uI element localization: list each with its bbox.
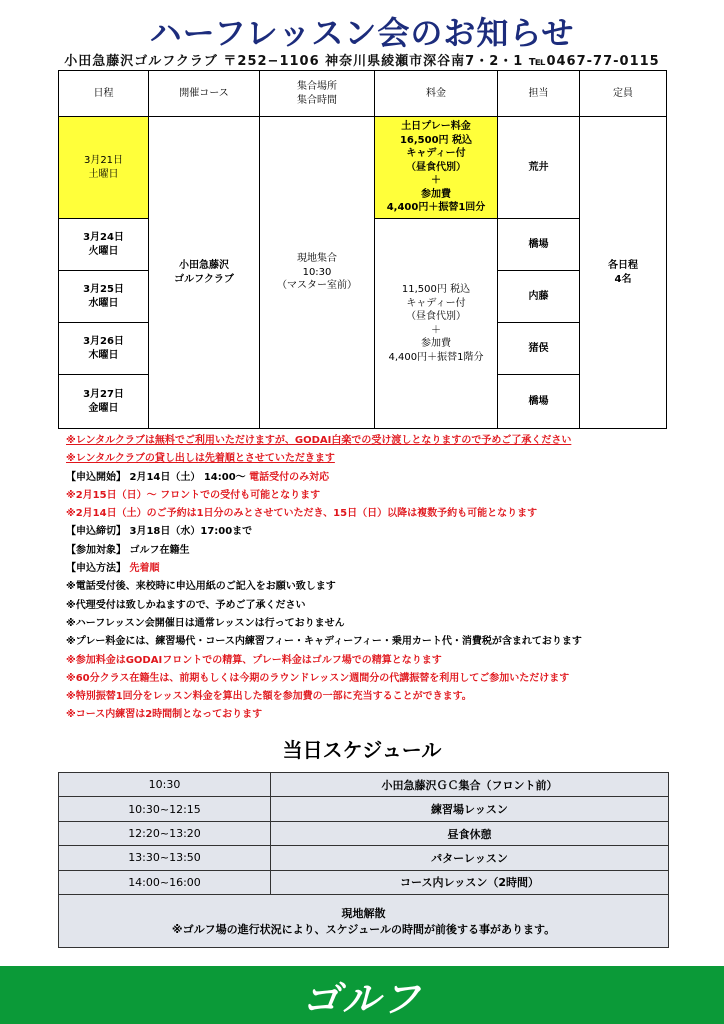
schedule-disclaimer: ※ゴルフ場の進行状況により、スケジュールの時間が前後する事があります。 [171,923,556,937]
date-label: 3月27日 [83,389,124,400]
header-date: 日程 [59,71,149,117]
course-cell: 小田急藤沢 ゴルフクラブ [149,117,260,429]
schedule-row [59,870,669,894]
note-line: ※特別振替1回分をレッスン料金を算出した額を参加費の一部に充当することができます。 [66,691,472,703]
date-cell [59,323,149,375]
fee-weekday-cell: 11,500円 税込 キャディー付 （昼食代別） ＋ 参加費 4,400円＋振替1階分 [375,219,498,429]
date-cell [59,375,149,429]
note-line: ※レンタルクラブの貸し出しは先着順とさせていただきます [66,453,335,465]
day-label: 火曜日 [88,245,119,257]
header-meeting: 集合場所 集合時間 [260,71,375,117]
note-line: ※2月14日（土）のご予約は1日分のみとさせていただき、15日（日）以降は複数予約も可能となります [66,508,538,520]
note-line [66,469,706,487]
date-cell [59,271,149,323]
schedule-time: 10:30~12:15 [59,797,271,821]
note-line: ※代理受付は致しかねますので、予めご了承ください [66,599,306,611]
table-row [59,117,667,219]
schedule-time: 12:20~13:20 [59,821,271,845]
schedule-activity: 小田急藤沢ＧＣ集合（フロント前） [271,773,669,797]
note-label: 【申込開始】 2月14日（土） 14:00～ [66,471,250,483]
header-staff: 担当 [498,71,580,117]
note-line: ※60分クラス在籍生は、前期もしくは今期のラウンドレッスン週間分の代講振替を利用してご参加いただけます [66,672,570,684]
date-label: 3月26日 [83,336,124,347]
note-label: 【申込方法】 [66,563,130,575]
schedule-row [59,797,669,821]
note-line: ※プレー料金には、練習場代・コース内練習フィー・キャディーフィー・乗用カート代・消費税が含まれております [66,636,582,648]
meeting-cell: 現地集合 10:30 （マスター室前） [260,117,375,429]
table-header-row [59,71,667,117]
schedule-row [59,821,669,845]
header-fee: 料金 [375,71,498,117]
header-course: 開催コース [149,71,260,117]
note-line: ※コース内練習は2時間制となっております [66,709,263,721]
note-line: ※参加料金はGODAIフロントでの精算、プレー料金はゴルフ場での精算となります [66,654,442,666]
note-line: ※電話受付後、来校時に申込用紙のご記入をお願い致します [66,581,336,593]
day-label: 土曜日 [88,168,119,180]
note-line: ※ハーフレッスン会開催日は通常レッスンは行っておりません [66,617,345,629]
note-line: 【参加対象】 ゴルフ在籍生 [66,544,190,556]
staff-cell: 橋場 [498,219,580,271]
golf-logo: ゴルフ [301,976,422,1021]
schedule-footer-row [59,895,669,948]
note-highlight: 先着順 [129,563,160,575]
schedule-time: 14:00~16:00 [59,870,271,894]
date-cell [59,219,149,271]
notes-section [66,432,706,725]
note-line: 【申込締切】 3月18日（水）17:00まで [66,526,253,538]
schedule-row [59,846,669,870]
club-address: 小田急藤沢ゴルフクラブ 〒252−1106 神奈川県綾瀬市深谷南7・2・1 ℡0467-77-0115 [64,54,660,69]
schedule-time: 10:30 [59,773,271,797]
staff-cell: 橋場 [498,375,580,429]
note-line: ※2月15日（日）～ フロントでの受付も可能となります [66,489,321,501]
day-label: 水曜日 [88,297,119,309]
date-label: 3月24日 [83,232,124,243]
date-cell [59,117,149,219]
schedule-footer [59,895,669,948]
day-label: 木曜日 [88,349,119,361]
schedule-row [59,773,669,797]
note-highlight: 電話受付のみ対応 [249,471,330,483]
staff-cell: 荒井 [498,117,580,219]
footer-bar [0,966,724,1024]
schedule-time: 13:30~13:50 [59,846,271,870]
schedule-activity: コース内レッスン（2時間） [271,870,669,894]
schedule-activity: 練習場レッスン [271,797,669,821]
schedule-activity: 昼食休憩 [271,821,669,845]
header-capacity: 定員 [580,71,667,117]
schedule-activity: パターレッスン [271,846,669,870]
date-label: 3月25日 [83,284,124,295]
schedule-title: 当日スケジュール [282,738,442,762]
note-line: ※レンタルクラブは無料でご利用いただけますが、GODAI白楽での受け渡しとなりますので予めご了承ください [66,435,572,446]
staff-cell: 猪俣 [498,323,580,375]
schedule-table [58,772,669,948]
lesson-table [58,70,667,429]
page-title: ハーフレッスン会のお知らせ [149,14,575,52]
fee-weekend-cell: 土日プレー料金 16,500円 税込 キャディー付 （昼食代別） ＋ 参加費 4,400円＋振替1回分 [375,117,498,219]
dismissal-text: 現地解散 [341,907,386,921]
note-line [66,560,706,578]
staff-cell: 内藤 [498,271,580,323]
capacity-cell: 各日程 4名 [580,117,667,429]
day-label: 金曜日 [88,402,119,414]
date-label: 3月21日 [83,155,124,166]
